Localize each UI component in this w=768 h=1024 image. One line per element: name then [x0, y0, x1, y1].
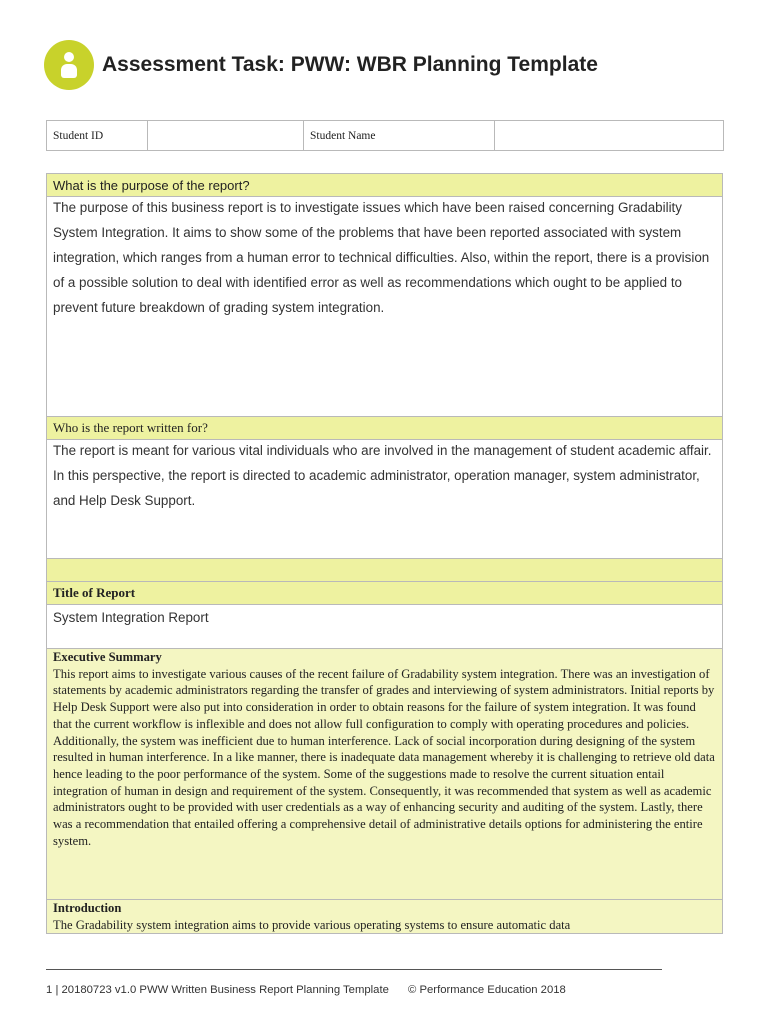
introduction-heading: Introduction: [53, 901, 122, 915]
audience-answer-cell[interactable]: [47, 440, 723, 559]
introduction-row: [47, 900, 723, 934]
student-info-table: [46, 120, 724, 151]
planning-table: [46, 173, 723, 934]
audience-question: Who is the report written for?: [47, 417, 723, 440]
title-value-row: [47, 605, 723, 649]
blank-band-row: [47, 559, 723, 582]
student-id-field[interactable]: [148, 121, 304, 151]
user-icon-head: [64, 52, 74, 62]
audience-answer: The report is meant for various vital individuals who are involved in the management of student academic affair. In this perspective, the report is directed to academic administrator, operation manager, system administrator, and Help Desk Support.: [53, 443, 712, 508]
title-of-report-cell[interactable]: [47, 605, 723, 649]
audience-answer-row: [47, 440, 723, 559]
purpose-answer-cell[interactable]: [47, 197, 723, 417]
user-icon-body: [61, 64, 77, 78]
purpose-question-row: [47, 174, 723, 197]
student-info-row: [47, 121, 724, 151]
executive-summary-text: This report aims to investigate various causes of the recent failure of Gradability system integration. There was an investigation of statements by academic administrators regarding the transfer of grades and interviewing of system administrators. Initial reports by Help Desk Support were also put into consideration in order to obtain reasons for the failure of system integration. It was found that the current workflow is inflexible and does not allow full configuration to comply with operating procedures and policies. Additionally, the system was inefficient due to human interference. Lack of social incorporation during designing of the system resulted in human interference. In a like manner, there is inadequate data management whereby it is challenging to retrieve old data hence leading to the poor performance of the system. Some of the suggestions made to resolve the current situation entail integration of human in design and requirement of the system. Consequently, it was recommended that system as well as academic administrators ought to be provided with user credentials as a way of enhancing security and auditing of the system. Lastly, there was a recommendation that entailed offering a comprehensive detail of administrative details options for administering the entire system.: [53, 666, 715, 848]
student-name-field[interactable]: [495, 121, 724, 151]
page-footer: [46, 984, 566, 996]
student-id-label: Student ID: [47, 121, 148, 151]
title-of-report-value: System Integration Report: [53, 610, 209, 625]
purpose-answer-row: [47, 197, 723, 417]
purpose-question: What is the purpose of the report?: [47, 174, 723, 197]
introduction-cell[interactable]: [47, 900, 723, 934]
page-title: Assessment Task: PWW: WBR Planning Template: [102, 53, 598, 76]
introduction-text: The Gradability system integration aims to provide various operating systems to ensure automatic data: [53, 917, 571, 932]
footer-copyright: © Performance Education 2018: [408, 984, 566, 996]
executive-summary-cell[interactable]: [47, 649, 723, 900]
user-icon: [44, 40, 94, 90]
blank-band: [47, 559, 723, 582]
student-name-label: Student Name: [304, 121, 495, 151]
footer-divider: [46, 969, 662, 970]
executive-summary-heading: Executive Summary: [53, 650, 162, 664]
footer-doc-info: | 20180723 v1.0 PWW Written Business Report Planning Template: [55, 984, 389, 996]
page-header: [44, 40, 598, 90]
executive-summary-row: [47, 649, 723, 900]
title-of-report-label: Title of Report: [47, 582, 723, 605]
title-label-row: [47, 582, 723, 605]
purpose-answer: The purpose of this business report is to investigate issues which have been raised concerning Gradability System Integration. It aims to show some of the problems that have been reported associated with system integration, which ranges from a human error to technical difficulties. Also, within the report, there is a provision of a possible solution to deal with identified error as well as recommendations which ought to be applied to prevent future breakdown of grading system integration.: [53, 200, 710, 315]
page-number: 1: [46, 984, 53, 996]
audience-question-row: [47, 417, 723, 440]
